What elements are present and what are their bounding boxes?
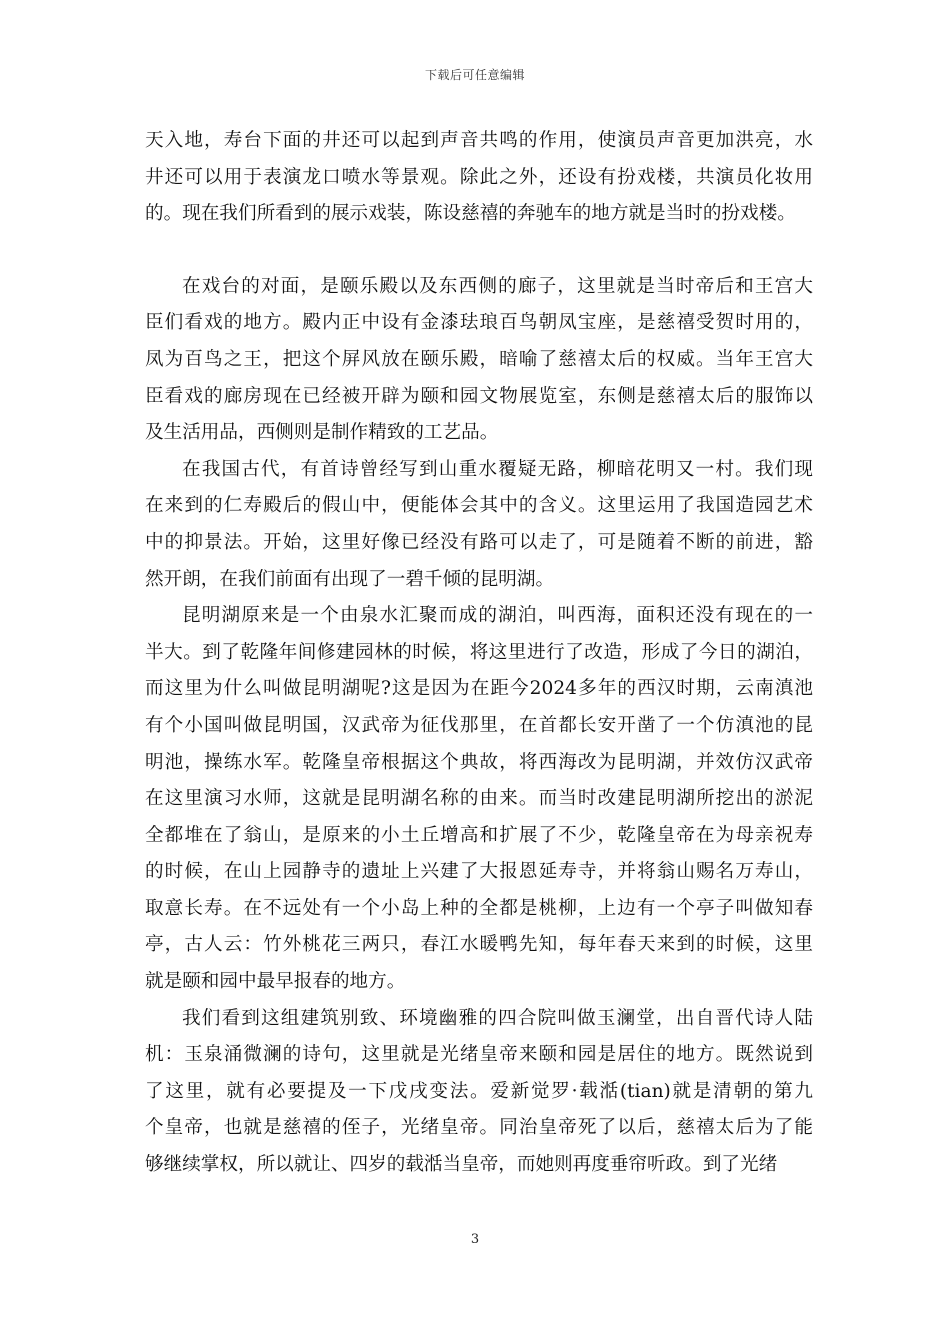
text-line: 在戏台的对面，是颐乐殿以及东西侧的廊子，这里就是当时帝后和王宫大 (182, 275, 813, 297)
text-line: 的时候，在山上园静寺的遗址上兴建了大报恩延寿寺，并将翁山赐名万寿山， (145, 861, 813, 883)
paragraph (145, 452, 813, 598)
text-line: 昆明湖原来是一个由泉水汇聚而成的湖泊，叫西海，面积还没有现在的一 (182, 605, 813, 627)
text-line: 的。现在我们所看到的展示戏装，陈设慈禧的奔驰车的地方就是当时的扮戏楼。 (145, 203, 796, 225)
paragraph (145, 1001, 813, 1184)
text-line: 及生活用品，西侧则是制作精致的工艺品。 (145, 422, 499, 444)
text-line: 半大。到了乾隆年间修建园林的时候，将这里进行了改造，形成了今日的湖泊， (145, 641, 813, 663)
text-line: 中的抑景法。开始，这里好像已经没有路可以走了，可是随着不断的前进，豁 (145, 531, 813, 553)
text-line: 而这里为什么叫做昆明湖呢?这是因为在距今2024多年的西汉时期，云南滇池 (145, 678, 813, 700)
paragraph (145, 123, 813, 233)
page-header: 下载后可任意编辑 (424, 68, 525, 82)
text-line: 够继续掌权，所以就让、四岁的载湉当皇帝，而她则再度垂帘听政。到了光绪 (145, 1154, 778, 1176)
text-line: 就是颐和园中最早报春的地方。 (145, 971, 406, 993)
text-line: 了这里，就有必要提及一下戊戌变法。爱新觉罗·载湉(tian)就是清朝的第九 (145, 1080, 813, 1102)
text-line: 在这里演习水师，这就是昆明湖名称的由来。而当时改建昆明湖所挖出的淤泥 (145, 788, 813, 810)
text-line: 在来到的仁寿殿后的假山中，便能体会其中的含义。这里运用了我国造园艺术 (145, 495, 813, 517)
text-line: 有个小国叫做昆明国，汉武帝为征伐那里，在首都长安开凿了一个仿滇池的昆 (145, 714, 813, 736)
document-body (145, 123, 813, 1184)
text-line: 亭，古人云：竹外桃花三两只，春江水暖鸭先知，每年春天来到的时候，这里 (145, 934, 813, 956)
text-line: 机：玉泉涌微澜的诗句，这里就是光绪皇帝来颐和园是居住的地方。既然说到 (145, 1044, 813, 1066)
page-number: 3 (470, 1232, 480, 1247)
text-line: 明池，操练水军。乾隆皇帝根据这个典故，将西海改为昆明湖，并效仿汉武帝 (145, 751, 813, 773)
text-line: 取意长寿。在不远处有一个小岛上种的全都是桃柳，上边有一个亭子叫做知春 (145, 897, 813, 919)
text-line: 然开朗，在我们前面有出现了一碧千倾的昆明湖。 (145, 568, 555, 590)
text-line: 井还可以用于表演龙口喷水等景观。除此之外，还设有扮戏楼，共演员化妆用 (145, 166, 813, 188)
paragraph-gap (145, 233, 813, 269)
text-line: 凤为百鸟之王，把这个屏风放在颐乐殿，暗喻了慈禧太后的权威。当年王宫大 (145, 348, 813, 370)
paragraph (145, 269, 813, 452)
paragraph (145, 598, 813, 1001)
text-line: 天入地，寿台下面的井还可以起到声音共鸣的作用，使演员声音更加洪亮，水 (145, 130, 813, 151)
text-line: 臣们看戏的地方。殿内正中设有金漆珐琅百鸟朝凤宝座，是慈禧受贺时用的， (145, 312, 813, 334)
text-line: 我们看到这组建筑别致、环境幽雅的四合院叫做玉澜堂，出自晋代诗人陆 (182, 1007, 813, 1029)
text-line: 臣看戏的廊房现在已经被开辟为颐和园文物展览室，东侧是慈禧太后的服饰以 (145, 385, 813, 407)
text-line: 个皇帝，也就是慈禧的侄子，光绪皇帝。同治皇帝死了以后，慈禧太后为了能 (145, 1117, 813, 1139)
text-line: 全都堆在了翁山，是原来的小土丘增高和扩展了不少，乾隆皇帝在为母亲祝寿 (145, 824, 813, 846)
text-line: 在我国古代，有首诗曾经写到山重水覆疑无路，柳暗花明又一村。我们现 (182, 458, 813, 480)
